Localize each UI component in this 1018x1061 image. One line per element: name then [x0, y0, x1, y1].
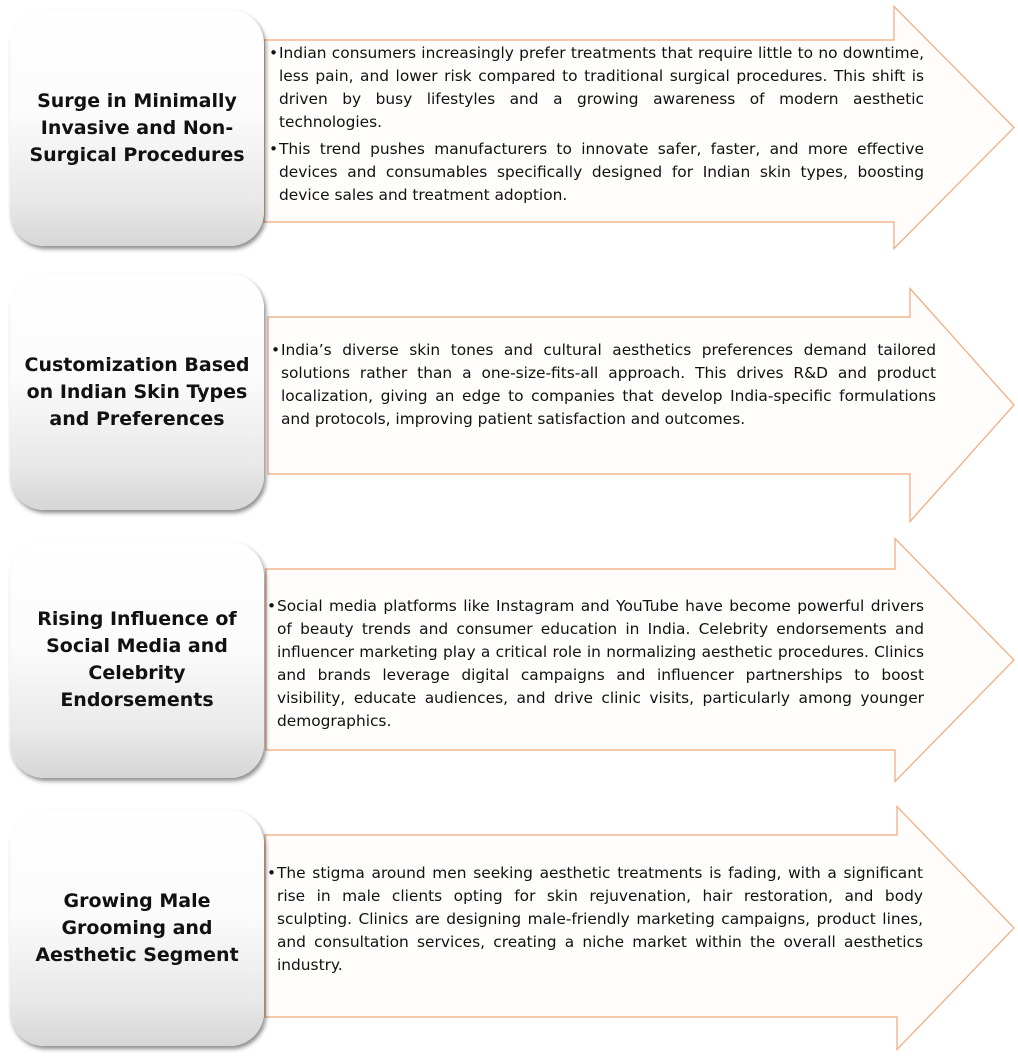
trend-row [0, 6, 1018, 249]
bullet-text: This trend pushes manufacturers to innovate safer, faster, and more effective devices and consumables specifically designed for Indian skin types, boosting device sales and treatment adoption. [279, 140, 924, 204]
trend-row [0, 806, 1018, 1050]
trend-label-text: Rising Influence of Social Media and Celebrity Endorsements [37, 608, 237, 711]
bullet-text: India’s diverse skin tones and cultural aesthetics preferences demand tailored solutions rather than a one-size-fits-all approach. This drives R&D and product localization, giving an edge to companies that develop India-specific formulations and protocols, improving patient satisfaction and outcomes. [281, 341, 936, 428]
bullet-list [270, 42, 924, 211]
trend-label-box [10, 10, 264, 246]
bullet-text: Social media platforms like Instagram and YouTube have become powerful drivers of beauty trends and consumer education in India. Celebrity endorsements and influencer marketing play a critical role in normalizing aesthetic procedures. Clinics and brands leverage digital campaigns and influencer partnerships to boost visibility, educate audiences, and drive clinic visits, particularly among younger demographics. [277, 597, 924, 730]
trend-row [0, 288, 1018, 522]
bullet-dot-icon: • [269, 44, 279, 62]
bullet-text: Indian consumers increasingly prefer treatments that require little to no downtime, less pain, and lower risk compared to traditional surgical procedures. This shift is driven by busy lifestyles and a growing awareness of modern aesthetic technologies. [279, 44, 924, 131]
bullet-item [270, 138, 924, 207]
trend-label-text: Customization Based on Indian Skin Types and Preferences [24, 353, 250, 430]
trend-label-box [10, 274, 264, 510]
bullet-list [268, 862, 923, 981]
trend-label-text: Surge in Minimally Invasive and Non- Surgical Procedures [29, 89, 245, 166]
bullet-list [268, 595, 924, 737]
bullet-item [270, 42, 924, 134]
bullet-list [272, 339, 936, 435]
bullet-item [272, 339, 936, 431]
bullet-dot-icon: • [267, 864, 277, 882]
bullet-dot-icon: • [267, 597, 277, 615]
trend-label-box [10, 810, 264, 1046]
bullet-item [268, 862, 923, 977]
trend-row [0, 538, 1018, 782]
bullet-dot-icon: • [269, 140, 279, 158]
trend-label-box [10, 542, 264, 778]
bullet-item [268, 595, 924, 733]
bullet-dot-icon: • [271, 341, 281, 359]
trend-label-text: Growing Male Grooming and Aesthetic Segment [35, 889, 239, 966]
bullet-text: The stigma around men seeking aesthetic treatments is fading, with a significant rise in male clients opting for skin rejuvenation, hair restoration, and body sculpting. Clinics are designing male-friendly marketing campaigns, product lines, and consultation services, creating a niche market within the overall aesthetics industry. [277, 864, 923, 974]
